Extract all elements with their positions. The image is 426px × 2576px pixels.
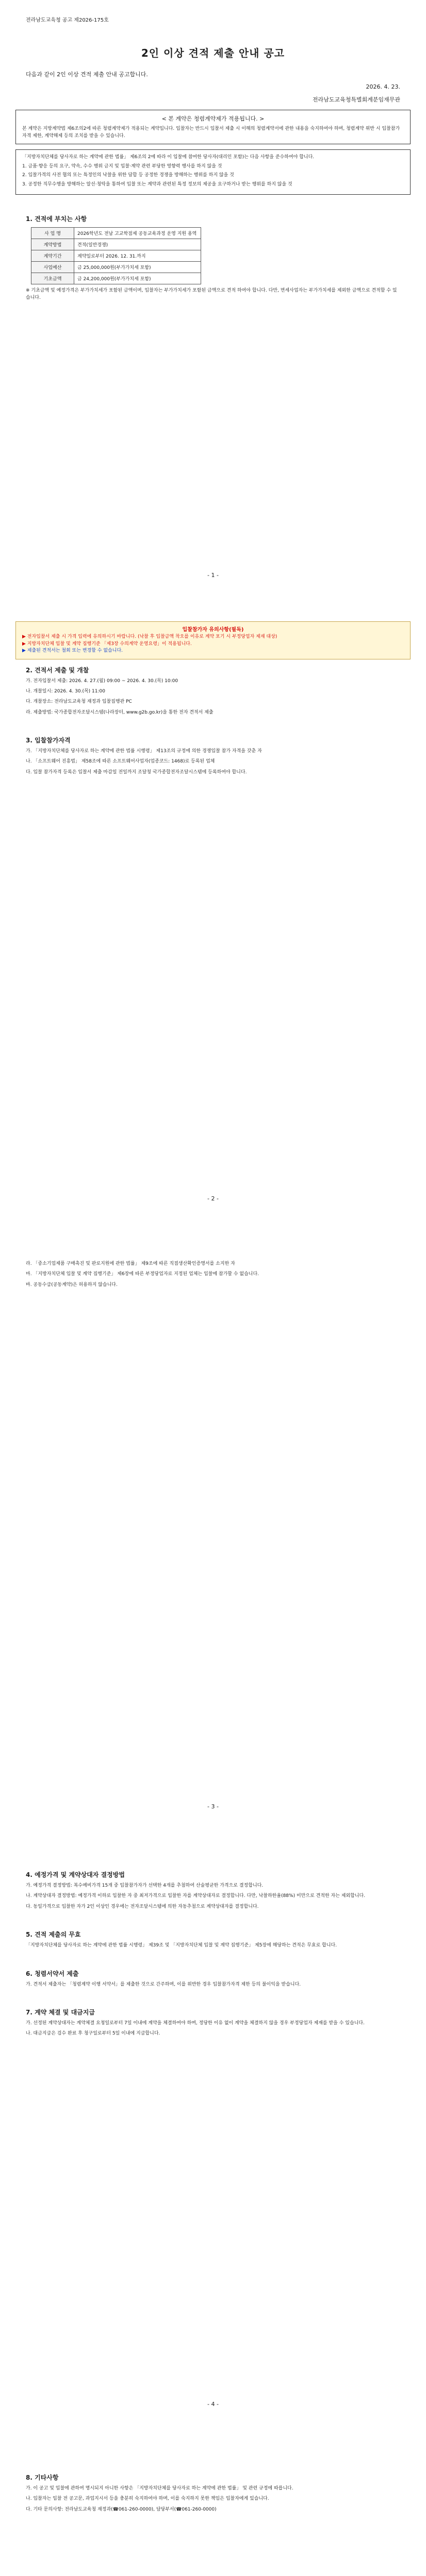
integrity-rule: 「지방자치단체를 당사자로 하는 계약에 관한 법률」 제6조의 2에 따라 이 입찰에 참여한 당사자(대리인 포함)는 다음 사항을 준수하여야 합니다. xyxy=(22,155,315,160)
table-value: 금 24,200,000원(부가가치세 포함) xyxy=(74,273,201,284)
page-5 xyxy=(0,2473,426,2513)
other-item: 나. 입찰자는 입찰 전 공고문, 과업지시서 등을 충분히 숙지하여야 하며, 이를 숙지하지 못한 책임은 입찰자에게 있습니다. xyxy=(26,2496,269,2502)
integrity-box-title: < 본 계약은 청렴계약제가 적용됩니다. > xyxy=(161,115,265,122)
table-row xyxy=(31,239,201,250)
table-key: 사업예산 xyxy=(31,262,74,273)
section-heading-7: 7. 계약 체결 및 대금지급 xyxy=(26,2008,95,2016)
table-row xyxy=(31,228,201,239)
eligibility-item: 마. 「지방자치단체 입찰 및 계약 집행기준」 제6장에 따른 부정당업자로 지정된 업체는 입찰에 참가할 수 없습니다. xyxy=(26,1272,259,1277)
table-value: 계약일로부터 2026. 12. 31.까지 xyxy=(74,250,201,262)
section-heading-8: 8. 기타사항 xyxy=(26,2474,59,2481)
eligibility-item: 가. 「지방자치단체를 당사자로 하는 계약에 관한 법률 시행령」 제13조의 규정에 의한 경쟁입찰 참가 자격을 갖춘 자 xyxy=(26,749,262,754)
page-title: 2인 이상 견적 제출 안내 공고 xyxy=(141,47,285,59)
contract-item: 나. 대금지급은 검수 완료 후 청구일로부터 5일 이내에 지급합니다. xyxy=(26,2031,160,2037)
section-heading-4: 4. 예정가격 및 계약상대자 결정방법 xyxy=(26,1871,125,1878)
integrity-box-body: 본 계약은 지방계약법 제6조의2에 따른 청렴계약제가 적용되는 계약입니다. 입찰자는 반드시 입찰서 제출 시 이해의 청렴계약서에 관한 내용을 숙지하여야 하며, 청렴계약 위반 시 입찰참가자격 제한, 계약해제 등의 조치를 받을 수 있습니다. xyxy=(22,126,400,139)
caution-item: ▶ 지방자치단체 입찰 및 계약 집행기준 「제3장 수의계약 운영요령」이 적용됩니다. xyxy=(22,641,192,647)
intro-text: 다음과 같이 2인 이상 견적 제출 안내 공고합니다. xyxy=(26,71,148,78)
table-key: 기초금액 xyxy=(31,273,74,284)
eligibility-item: 나. 「소프트웨어 진흥법」 제58조에 따른 소프트웨어사업자(업종코드: 1468)로 등록된 업체 xyxy=(26,759,215,765)
caution-title: 입찰참가자 유의사항(필독) xyxy=(182,627,244,633)
table-key: 사 업 명 xyxy=(31,228,74,239)
submission-item: 나. 개찰일시: 2026. 4. 30.(목) 11:00 xyxy=(26,688,105,694)
page-4 xyxy=(0,1870,426,2038)
price-method-item: 다. 동일가격으로 입찰한 자가 2인 이상인 경우에는 전자조달시스템에 의한 자동추첨으로 계약상대자를 결정합니다. xyxy=(26,1904,259,1909)
submission-item: 가. 전자입찰서 제출: 2026. 4. 27.(월) 09:00 ~ 2026. 4. 30.(목) 10:00 xyxy=(26,678,178,684)
eligibility-item: 라. 「중소기업제품 구매촉진 및 판로지원에 관한 법률」 제9조에 따른 직접생산확인증명서를 소지한 자 xyxy=(26,1261,235,1266)
other-item: 가. 이 공고 및 입찰에 관하여 명시되지 아니한 사항은 「지방자치단체를 당사자로 하는 계약에 관한 법률」 및 관련 규정에 따릅니다. xyxy=(26,2486,293,2491)
page-3 xyxy=(0,1257,426,1289)
table-row xyxy=(31,262,201,273)
table-value: 견적(일반경쟁) xyxy=(74,239,201,250)
contract-info-table xyxy=(31,227,201,284)
integrity-rule: 1. 금품·향응 등의 요구, 약속, 수수 행위 금지 및 입찰·계약 관련 부당한 영향력 행사를 하지 않을 것 xyxy=(22,163,222,169)
eligibility-item: 다. 입찰 참가자격 등록은 입찰서 제출 마감일 전일까지 조달청 국가종합전자조달시스템에 등록하여야 합니다. xyxy=(26,769,247,775)
notice-number: 전라남도교육청 공고 제2026-175호 xyxy=(26,18,109,23)
submission-item: 다. 개찰장소: 전라남도교육청 재정과 입찰집행관 PC xyxy=(26,699,132,705)
caution-item: ▶ 전자입찰서 제출 시 가격 입력에 유의하시기 바랍니다. (낙찰 후 입찰금액 착오를 이유로 계약 포기 시 부정당업자 제재 대상) xyxy=(22,634,277,639)
table-row xyxy=(31,273,201,284)
page-number: - 1 - xyxy=(207,572,219,579)
section-heading-5: 5. 견적 제출의 무효 xyxy=(26,1931,81,1939)
integrity-pledge-text: 가. 견적서 제출자는 「청렴계약 이행 서약서」를 제출한 것으로 간주하며, 이를 위반한 경우 입찰참가자격 제한 등의 불이익을 받습니다. xyxy=(26,1981,301,1987)
notice-date: 2026. 4. 23. xyxy=(366,83,400,90)
price-method-item: 가. 예정가격 결정방법: 복수예비가격 15개 중 입찰참가자가 선택한 4개를 추첨하여 산술평균한 가격으로 결정합니다. xyxy=(26,1883,264,1888)
table-value: 2026학년도 전남 고교학점제 공동교육과정 운영 지원 용역 xyxy=(74,228,201,239)
submission-item: 라. 제출방법: 국가종합전자조달시스템(나라장터, www.g2b.go.kr)을 통한 전자 견적서 제출 xyxy=(26,709,214,715)
caution-item: ▶ 제출된 견적서는 철회 또는 변경할 수 없습니다. xyxy=(22,648,123,653)
page-1 xyxy=(0,0,426,301)
integrity-rule: 3. 공정한 직무수행을 방해하는 알선·청탁을 통하여 입찰 또는 계약과 관련된 특정 정보의 제공을 요구하거나 받는 행위를 하지 않을 것 xyxy=(22,181,292,187)
other-item: 다. 기타 문의사항: 전라남도교육청 재정과(☎061-260-0000), 담당부서(☎061-260-0000) xyxy=(26,2506,217,2512)
table-row xyxy=(31,250,201,262)
section-heading-2: 2. 견적서 제출 및 개찰 xyxy=(26,666,89,674)
table-key: 계약기간 xyxy=(31,250,74,262)
section-heading-6: 6. 청렴서약서 제출 xyxy=(26,1970,79,1977)
page-number: - 4 - xyxy=(207,2401,219,2408)
issuing-organization: 전라남도교육청특별회계분임재무관 xyxy=(312,96,400,103)
bidder-caution-box xyxy=(15,621,411,659)
eligibility-item: 바. 공동수급(공동계약)은 허용하지 않습니다. xyxy=(26,1282,118,1287)
page-number: - 3 - xyxy=(207,1803,219,1810)
integrity-rule: 2. 입찰가격의 사전 협의 또는 특정인의 낙찰을 위한 담합 등 공정한 경쟁을 방해하는 행위를 하지 않을 것 xyxy=(22,173,234,178)
invalid-bid-text: 「지방자치단체를 당사자로 하는 계약에 관한 법률 시행령」 제39조 및 「지방자치단체 입찰 및 계약 집행기준」 제5장에 해당하는 견적은 무효로 합니다. xyxy=(26,1943,337,1948)
table-key: 계약방법 xyxy=(31,239,74,250)
price-note: ※ 기초금액 및 예정가격은 부가가치세가 포함된 금액이며, 입찰자는 부가가치세가 포함된 금액으로 견적 하여야 합니다. 다만, 면세사업자는 부가가치세를 제외한 금액으로 견적할 수 있습니다. xyxy=(26,288,397,300)
page-number: - 2 - xyxy=(207,1195,219,1202)
integrity-contract-box xyxy=(15,110,411,144)
section-heading-3: 3. 입찰참가자격 xyxy=(26,737,71,744)
page-2 xyxy=(0,618,426,776)
section-heading-1: 1. 견적에 부치는 사항 xyxy=(26,215,87,223)
integrity-rules-box xyxy=(15,149,411,195)
price-method-item: 나. 계약상대자 결정방법: 예정가격 이하로 입찰한 자 중 최저가격으로 입찰한 자를 계약상대자로 결정합니다. 다만, 낙찰하한율(88%) 미만으로 견적한 자는 제외합니다. xyxy=(26,1893,366,1899)
contract-item: 가. 선정된 계약상대자는 계약체결 요청일로부터 7일 이내에 계약을 체결하여야 하며, 정당한 이유 없이 계약을 체결하지 않을 경우 부정당업자 제재를 받을 수 있습니다. xyxy=(26,2020,365,2026)
table-value: 금 25,000,000원(부가가치세 포함) xyxy=(74,262,201,273)
